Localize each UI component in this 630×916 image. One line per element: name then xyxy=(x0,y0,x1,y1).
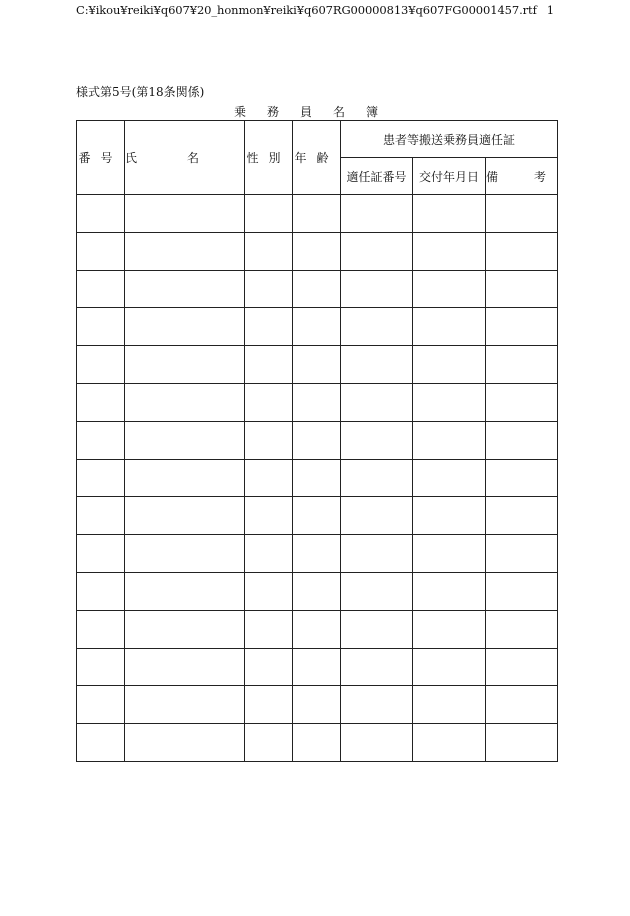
cell-certificate-number xyxy=(341,308,413,346)
cell-gender xyxy=(245,270,293,308)
cell-remarks xyxy=(486,535,558,573)
cell-age xyxy=(293,232,341,270)
cell-name xyxy=(125,648,245,686)
cell-remarks xyxy=(486,308,558,346)
cell-name xyxy=(125,308,245,346)
table-row xyxy=(77,421,558,459)
cell-gender xyxy=(245,195,293,233)
cell-gender xyxy=(245,497,293,535)
col-header-certificate-group: 患者等搬送乗務員適任証 xyxy=(341,121,558,158)
cell-certificate-number xyxy=(341,572,413,610)
cell-issue-date xyxy=(413,686,486,724)
cell-gender xyxy=(245,724,293,762)
cell-certificate-number xyxy=(341,232,413,270)
cell-number xyxy=(77,270,125,308)
col-header-gender: 性別 xyxy=(245,121,293,195)
cell-issue-date xyxy=(413,497,486,535)
form-label: 様式第5号(第18条関係) xyxy=(76,85,205,99)
cell-certificate-number xyxy=(341,270,413,308)
cell-age xyxy=(293,724,341,762)
page-number: 1 xyxy=(546,3,554,17)
cell-gender xyxy=(245,459,293,497)
col-header-name: 氏名 xyxy=(125,121,245,195)
cell-number xyxy=(77,572,125,610)
cell-gender xyxy=(245,535,293,573)
cell-name xyxy=(125,346,245,384)
header-row-1 xyxy=(77,121,558,158)
cell-age xyxy=(293,459,341,497)
crew-roster-table xyxy=(76,120,583,762)
table-row xyxy=(77,724,558,762)
cell-remarks xyxy=(486,232,558,270)
cell-issue-date xyxy=(413,195,486,233)
cell-gender xyxy=(245,308,293,346)
cell-number xyxy=(77,497,125,535)
cell-name xyxy=(125,724,245,762)
cell-age xyxy=(293,572,341,610)
cell-name xyxy=(125,572,245,610)
cell-issue-date xyxy=(413,383,486,421)
table-row xyxy=(77,648,558,686)
table-row xyxy=(77,686,558,724)
cell-certificate-number xyxy=(341,648,413,686)
cell-name xyxy=(125,459,245,497)
cell-number xyxy=(77,421,125,459)
cell-gender xyxy=(245,610,293,648)
cell-number xyxy=(77,648,125,686)
table-row xyxy=(77,270,558,308)
cell-certificate-number xyxy=(341,686,413,724)
cell-remarks xyxy=(486,497,558,535)
col-header-remarks: 備考 xyxy=(486,158,558,195)
cell-name xyxy=(125,535,245,573)
cell-issue-date xyxy=(413,308,486,346)
cell-gender xyxy=(245,572,293,610)
file-path-header xyxy=(76,3,554,17)
cell-issue-date xyxy=(413,535,486,573)
table-row xyxy=(77,497,558,535)
cell-name xyxy=(125,686,245,724)
table-row xyxy=(77,195,558,233)
cell-age xyxy=(293,383,341,421)
cell-name xyxy=(125,610,245,648)
cell-age xyxy=(293,497,341,535)
cell-number xyxy=(77,535,125,573)
cell-issue-date xyxy=(413,648,486,686)
cell-age xyxy=(293,535,341,573)
cell-certificate-number xyxy=(341,610,413,648)
cell-issue-date xyxy=(413,724,486,762)
table-row xyxy=(77,383,558,421)
cell-issue-date xyxy=(413,232,486,270)
cell-certificate-number xyxy=(341,421,413,459)
cell-issue-date xyxy=(413,346,486,384)
col-header-certificate-number: 適任証番号 xyxy=(341,158,413,195)
cell-certificate-number xyxy=(341,346,413,384)
col-header-issue-date: 交付年月日 xyxy=(413,158,486,195)
table-row xyxy=(77,232,558,270)
table-row xyxy=(77,535,558,573)
cell-gender xyxy=(245,686,293,724)
cell-number xyxy=(77,459,125,497)
cell-remarks xyxy=(486,383,558,421)
cell-gender xyxy=(245,383,293,421)
cell-number xyxy=(77,232,125,270)
cell-age xyxy=(293,346,341,384)
cell-remarks xyxy=(486,459,558,497)
table-row xyxy=(77,610,558,648)
col-header-number: 番号 xyxy=(77,121,125,195)
cell-number xyxy=(77,383,125,421)
cell-gender xyxy=(245,346,293,384)
cell-number xyxy=(77,724,125,762)
cell-certificate-number xyxy=(341,195,413,233)
cell-number xyxy=(77,346,125,384)
cell-certificate-number xyxy=(341,535,413,573)
cell-name xyxy=(125,497,245,535)
cell-age xyxy=(293,648,341,686)
cell-issue-date xyxy=(413,270,486,308)
cell-certificate-number xyxy=(341,459,413,497)
cell-name xyxy=(125,383,245,421)
cell-remarks xyxy=(486,724,558,762)
cell-number xyxy=(77,686,125,724)
cell-age xyxy=(293,270,341,308)
cell-issue-date xyxy=(413,421,486,459)
cell-name xyxy=(125,421,245,459)
cell-number xyxy=(77,195,125,233)
cell-gender xyxy=(245,232,293,270)
cell-remarks xyxy=(486,421,558,459)
cell-remarks xyxy=(486,648,558,686)
cell-remarks xyxy=(486,610,558,648)
cell-certificate-number xyxy=(341,383,413,421)
table-row xyxy=(77,346,558,384)
cell-certificate-number xyxy=(341,497,413,535)
cell-number xyxy=(77,610,125,648)
cell-remarks xyxy=(486,686,558,724)
cell-name xyxy=(125,232,245,270)
file-path: C:¥ikou¥reiki¥q607¥20_honmon¥reiki¥q607RG00000813¥q607FG00001457.rtf xyxy=(76,3,537,17)
cell-remarks xyxy=(486,195,558,233)
table-row xyxy=(77,308,558,346)
cell-name xyxy=(125,270,245,308)
cell-name xyxy=(125,195,245,233)
cell-remarks xyxy=(486,346,558,384)
cell-age xyxy=(293,421,341,459)
cell-age xyxy=(293,195,341,233)
page-title: 乗務員名簿 xyxy=(234,105,400,119)
cell-gender xyxy=(245,421,293,459)
cell-remarks xyxy=(486,270,558,308)
table-row xyxy=(77,572,558,610)
cell-age xyxy=(293,308,341,346)
cell-gender xyxy=(245,648,293,686)
cell-age xyxy=(293,686,341,724)
cell-age xyxy=(293,610,341,648)
cell-issue-date xyxy=(413,610,486,648)
table-row xyxy=(77,459,558,497)
cell-certificate-number xyxy=(341,724,413,762)
cell-issue-date xyxy=(413,459,486,497)
col-header-age: 年齢 xyxy=(293,121,341,195)
cell-remarks xyxy=(486,572,558,610)
cell-issue-date xyxy=(413,572,486,610)
cell-number xyxy=(77,308,125,346)
